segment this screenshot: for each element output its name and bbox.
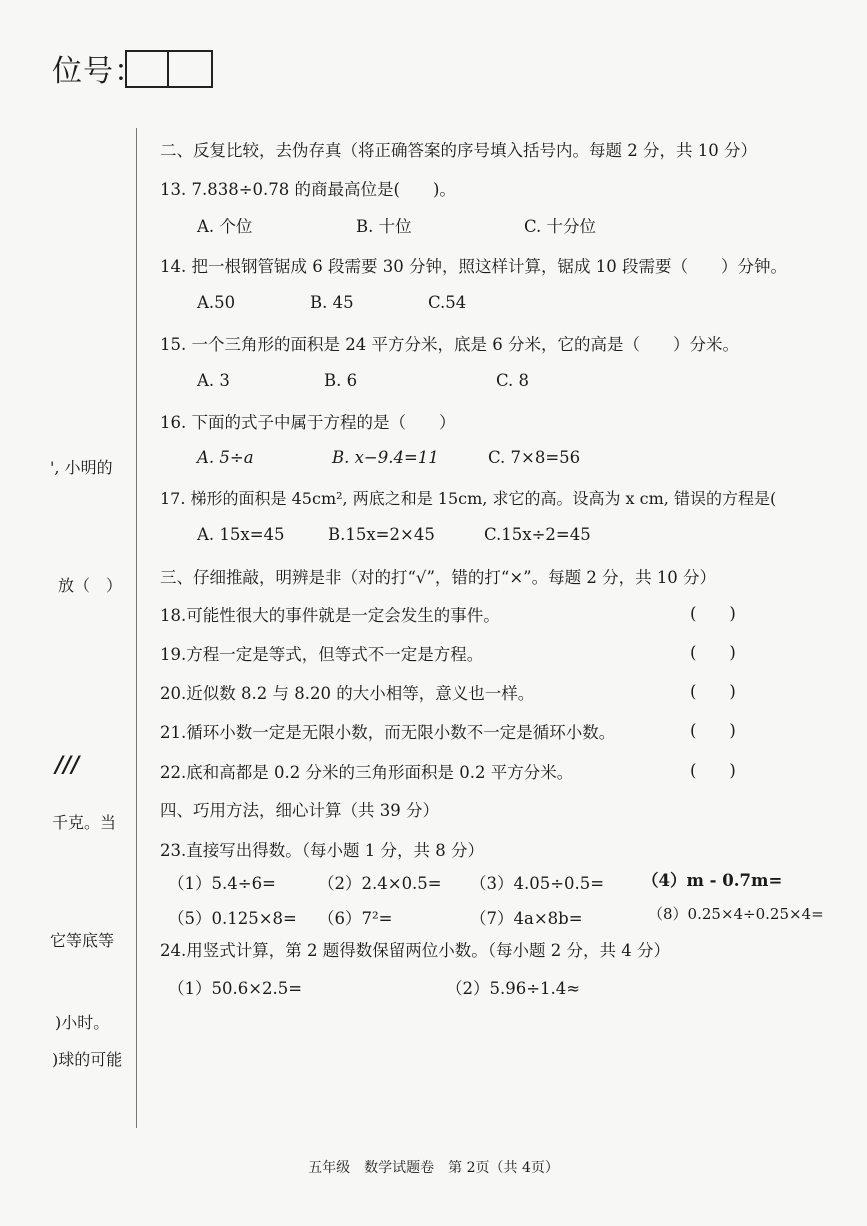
q15-option-c: C. 8 — [496, 371, 530, 390]
page-footer: 五年级 数学试题卷 第 2页（共 4页） — [308, 1160, 559, 1176]
question-20: 20.近似数 8.2 与 8.20 的大小相等，意义也一样。 — [160, 684, 535, 703]
q23-item: （8）0.25×4÷0.25×4= — [648, 905, 824, 923]
margin-fragment: ', 小明的 — [50, 458, 113, 477]
q14-option-c: C.54 — [428, 293, 467, 312]
q13-option-b: B. 十位 — [356, 217, 412, 236]
margin-fragment: 它等底等 — [50, 931, 115, 950]
q23-item: （3）4.05÷0.5= — [470, 874, 605, 893]
q23-item: （1）5.4÷6= — [168, 874, 276, 893]
q16-option-a: A. 5÷a — [197, 448, 254, 467]
question-16: 16. 下面的式子中属于方程的是（ ） — [160, 413, 456, 432]
question-17: 17. 梯形的面积是 45cm², 两底之和是 15cm, 求它的高。设高为 x cm, 错误的方程是( — [160, 489, 777, 508]
seat-box[interactable] — [125, 50, 169, 88]
q23-item: （5）0.125×8= — [168, 909, 297, 928]
margin-fragment: 千克。当 — [52, 813, 117, 832]
question-15: 15. 一个三角形的面积是 24 平方分米，底是 6 分米，它的高是（ ）分米。 — [160, 335, 739, 354]
answer-paren[interactable]: ( ) — [690, 721, 736, 740]
section-2-heading: 二、反复比较，去伪存真（将正确答案的序号填入括号内。每题 2 分，共 10 分） — [160, 141, 757, 160]
q15-option-b: B. 6 — [324, 371, 358, 390]
question-23: 23.直接写出得数。（每小题 1 分，共 8 分） — [160, 841, 484, 860]
q16-option-c: C. 7×8=56 — [488, 448, 581, 467]
binding-line — [136, 128, 137, 1128]
seat-number-label: 位号： — [52, 54, 145, 89]
margin-mark: /// — [55, 752, 80, 778]
question-21: 21.循环小数一定是无限小数，而无限小数不一定是循环小数。 — [160, 723, 616, 742]
q16-option-b: B. x−9.4=11 — [332, 448, 439, 467]
q17-option-b: B.15x=2×45 — [328, 525, 435, 544]
q13-option-c: C. 十分位 — [524, 217, 597, 236]
q17-option-c: C.15x÷2=45 — [484, 525, 591, 544]
q24-item: （1）50.6×2.5= — [168, 979, 303, 998]
q13-option-a: A. 个位 — [197, 217, 253, 236]
question-24: 24.用竖式计算，第 2 题得数保留两位小数。（每小题 2 分，共 4 分） — [160, 941, 670, 960]
margin-fragment: )球的可能 — [52, 1050, 123, 1069]
q15-option-a: A. 3 — [197, 371, 230, 390]
question-18: 18.可能性很大的事件就是一定会发生的事件。 — [160, 606, 500, 625]
section-4-heading: 四、巧用方法，细心计算（共 39 分） — [160, 801, 439, 820]
question-22: 22.底和高都是 0.2 分米的三角形面积是 0.2 平方分米。 — [160, 763, 574, 782]
question-19: 19.方程一定是等式，但等式不一定是方程。 — [160, 645, 484, 664]
margin-fragment: 放（ ） — [58, 576, 123, 595]
seat-number-boxes — [125, 50, 213, 88]
answer-paren[interactable]: ( ) — [690, 643, 736, 662]
answer-paren[interactable]: ( ) — [690, 604, 736, 623]
section-3-heading: 三、仔细推敲，明辨是非（对的打“√”，错的打“×”。每题 2 分，共 10 分） — [160, 568, 717, 587]
answer-paren[interactable]: ( ) — [690, 682, 736, 701]
q24-item: （2）5.96÷1.4≈ — [446, 979, 581, 998]
question-14: 14. 把一根钢管锯成 6 段需要 30 分钟，照这样计算，锯成 10 段需要（ ）分钟。 — [160, 257, 787, 276]
q23-item: （4）m - 0.7m= — [642, 871, 783, 890]
q23-item: （7）4a×8b= — [470, 909, 583, 928]
answer-paren[interactable]: ( ) — [690, 761, 736, 780]
question-13: 13. 7.838÷0.78 的商最高位是( )。 — [160, 180, 456, 199]
q14-option-a: A.50 — [197, 293, 236, 312]
q14-option-b: B. 45 — [310, 293, 354, 312]
q23-item: （2）2.4×0.5= — [318, 874, 442, 893]
q17-option-a: A. 15x=45 — [197, 525, 285, 544]
margin-fragment: )小时。 — [55, 1013, 110, 1032]
seat-box[interactable] — [169, 50, 213, 88]
q23-item: （6）7²= — [318, 909, 393, 928]
